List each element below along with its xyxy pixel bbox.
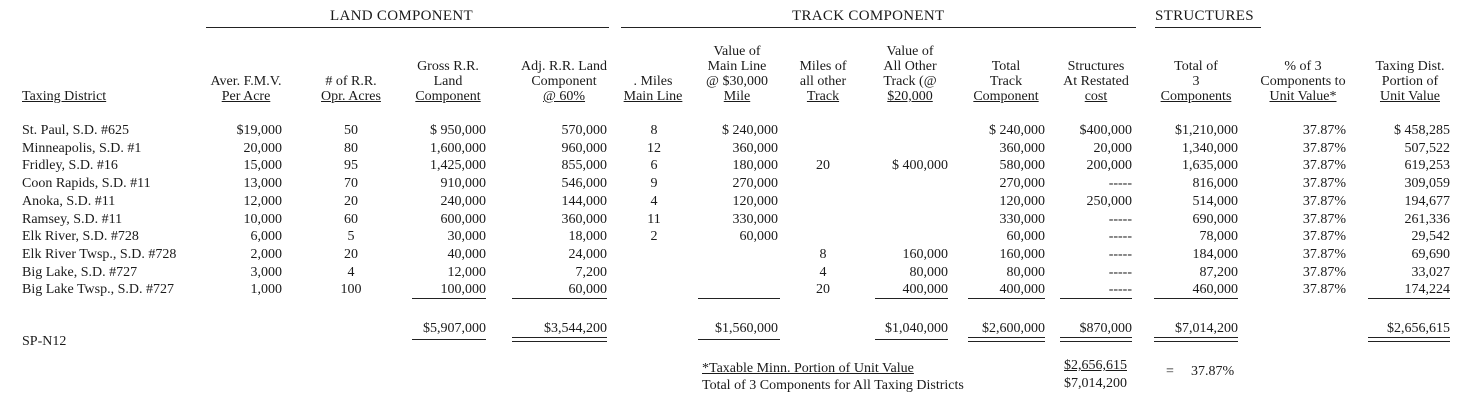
- cell-total: 80,000: [1006, 265, 1045, 280]
- cell-district: Big Lake Twsp., S.D. #727: [22, 282, 174, 297]
- cell-fmv: 20,000: [243, 141, 282, 156]
- cell-adj: 546,000: [561, 176, 607, 191]
- rule-below-vmain: [698, 339, 780, 340]
- header-portion-line-2: Portion of: [1381, 74, 1439, 89]
- header-vother-line-3: Track (@: [883, 74, 937, 89]
- cell-mother: 20: [816, 158, 830, 173]
- cell-struct: -----: [1108, 176, 1132, 191]
- header-vother-line-2: All Other: [883, 59, 937, 74]
- cell-vother: $ 400,000: [892, 158, 948, 173]
- cell-total: 400,000: [999, 282, 1045, 297]
- cell-vmain: 180,000: [732, 158, 778, 173]
- double-rule-struct: [1060, 337, 1132, 342]
- footnote-line-2: Total of 3 Components for All Taxing Districts: [702, 378, 964, 393]
- header-struct-line-3: cost: [1084, 89, 1108, 104]
- cell-miles: 12: [647, 141, 661, 156]
- cell-fmv: 2,000: [250, 247, 282, 262]
- total-struct: $870,000: [1079, 321, 1132, 336]
- cell-total: 330,000: [999, 212, 1045, 227]
- cell-fmv: 6,000: [250, 229, 282, 244]
- cell-tot3: 514,000: [1192, 194, 1238, 209]
- cell-tot3: $1,210,000: [1175, 123, 1238, 138]
- rule-above-total-tot3: [1154, 298, 1238, 299]
- cell-fmv: 15,000: [243, 158, 282, 173]
- cell-pct: 37.87%: [1302, 194, 1346, 209]
- cell-vmain: 60,000: [739, 229, 778, 244]
- header-adj-line-3: @ 60%: [542, 89, 586, 104]
- double-rule-total: [968, 337, 1045, 342]
- header-mother-line-2: all other: [799, 74, 847, 89]
- cell-acres: 60: [344, 212, 358, 227]
- cell-adj: 60,000: [568, 282, 607, 297]
- cell-struct: 250,000: [1086, 194, 1132, 209]
- cell-pct: 37.87%: [1302, 229, 1346, 244]
- total-portion: $2,656,615: [1387, 321, 1450, 336]
- header-vmain-line-3: @ $30,000: [706, 74, 768, 89]
- cell-acres: 80: [344, 141, 358, 156]
- cell-portion: 507,522: [1404, 141, 1450, 156]
- cell-portion: 194,677: [1404, 194, 1450, 209]
- header-mother-line-3: Track: [806, 89, 840, 104]
- cell-total: 60,000: [1006, 229, 1045, 244]
- cell-struct: -----: [1108, 212, 1132, 227]
- footnote-result: 37.87%: [1191, 364, 1235, 379]
- footnote-denominator: $7,014,200: [1064, 376, 1127, 391]
- cell-acres: 20: [344, 247, 358, 262]
- document-code: SP-N12: [22, 334, 67, 349]
- double-rule-tot3: [1154, 337, 1238, 342]
- header-acres-line-2: Opr. Acres: [321, 89, 381, 104]
- cell-vmain: 330,000: [732, 212, 778, 227]
- cell-district: Elk River, S.D. #728: [22, 229, 139, 244]
- cell-pct: 37.87%: [1302, 265, 1346, 280]
- cell-struct: -----: [1108, 229, 1132, 244]
- track-component-title: TRACK COMPONENT: [792, 8, 945, 24]
- cell-adj: 855,000: [561, 158, 607, 173]
- header-adj-line-1: Adj. R.R. Land: [521, 59, 607, 74]
- cell-total: 360,000: [999, 141, 1045, 156]
- cell-tot3: 816,000: [1192, 176, 1238, 191]
- cell-pct: 37.87%: [1302, 141, 1346, 156]
- cell-pct: 37.87%: [1302, 247, 1346, 262]
- total-vmain: $1,560,000: [715, 321, 778, 336]
- cell-acres: 100: [340, 282, 362, 297]
- cell-gross: 40,000: [447, 247, 486, 262]
- cell-portion: 29,542: [1411, 229, 1450, 244]
- cell-struct: $400,000: [1079, 123, 1132, 138]
- cell-portion: 33,027: [1411, 265, 1450, 280]
- header-district-line-1: Taxing District: [22, 89, 107, 104]
- header-total-line-3: Component: [973, 89, 1039, 104]
- rule-above-total-total: [968, 298, 1045, 299]
- header-pct-line-3: Unit Value*: [1269, 89, 1337, 104]
- cell-struct: -----: [1108, 247, 1132, 262]
- rule-above-total-portion: [1368, 298, 1450, 299]
- rule-above-total-gross: [412, 298, 486, 299]
- cell-vother: 400,000: [902, 282, 948, 297]
- header-adj-line-2: Component: [531, 74, 597, 89]
- cell-gross: 910,000: [440, 176, 486, 191]
- cell-pct: 37.87%: [1302, 282, 1346, 297]
- cell-tot3: 1,635,000: [1182, 158, 1238, 173]
- cell-adj: 960,000: [561, 141, 607, 156]
- header-gross-line-3: Component: [415, 89, 481, 104]
- cell-struct: -----: [1108, 265, 1132, 280]
- header-tot3-line-3: Components: [1160, 89, 1232, 104]
- cell-pct: 37.87%: [1302, 158, 1346, 173]
- cell-vother: 80,000: [909, 265, 948, 280]
- cell-vmain: 270,000: [732, 176, 778, 191]
- header-struct-line-2: At Restated: [1063, 74, 1129, 89]
- cell-district: Fridley, S.D. #16: [22, 158, 118, 173]
- cell-vmain: 120,000: [732, 194, 778, 209]
- structures-section-rule: [1155, 27, 1261, 28]
- cell-total: 160,000: [999, 247, 1045, 262]
- header-miles-line-2: Main Line: [623, 89, 683, 104]
- double-rule-adj: [512, 337, 607, 342]
- cell-fmv: 12,000: [243, 194, 282, 209]
- cell-district: Ramsey, S.D. #11: [22, 212, 123, 227]
- cell-acres: 95: [344, 158, 358, 173]
- header-gross-line-1: Gross R.R.: [417, 59, 479, 74]
- cell-struct: 20,000: [1093, 141, 1132, 156]
- header-tot3-line-1: Total of: [1174, 59, 1218, 74]
- cell-vother: 160,000: [902, 247, 948, 262]
- total-vother: $1,040,000: [885, 321, 948, 336]
- cell-district: Minneapolis, S.D. #1: [22, 141, 142, 156]
- cell-gross: 30,000: [447, 229, 486, 244]
- header-tot3-line-2: 3: [1192, 74, 1200, 89]
- cell-total: 580,000: [999, 158, 1045, 173]
- cell-struct: 200,000: [1086, 158, 1132, 173]
- cell-pct: 37.87%: [1302, 212, 1346, 227]
- cell-pct: 37.87%: [1302, 123, 1346, 138]
- rule-above-total-adj: [512, 298, 607, 299]
- cell-fmv: 13,000: [243, 176, 282, 191]
- cell-adj: 144,000: [561, 194, 607, 209]
- header-vmain-line-2: Main Line: [707, 59, 767, 74]
- rule-below-gross: [412, 339, 486, 340]
- cell-portion: 174,224: [1404, 282, 1450, 297]
- cell-gross: 240,000: [440, 194, 486, 209]
- cell-portion: $ 458,285: [1394, 123, 1450, 138]
- cell-acres: 5: [347, 229, 355, 244]
- cell-pct: 37.87%: [1302, 176, 1346, 191]
- cell-adj: 7,200: [575, 265, 607, 280]
- footnote-equals: =: [1166, 364, 1174, 379]
- cell-mother: 4: [819, 265, 827, 280]
- cell-miles: 9: [650, 176, 658, 191]
- header-vother-line-4: $20,000: [887, 89, 933, 104]
- header-fmv-line-1: Aver. F.M.V.: [210, 74, 282, 89]
- cell-adj: 18,000: [568, 229, 607, 244]
- header-portion-line-3: Unit Value: [1379, 89, 1440, 104]
- cell-tot3: 690,000: [1192, 212, 1238, 227]
- cell-acres: 20: [344, 194, 358, 209]
- cell-fmv: 10,000: [243, 212, 282, 227]
- cell-acres: 70: [344, 176, 358, 191]
- land-component-title: LAND COMPONENT: [330, 8, 473, 24]
- cell-vmain: $ 240,000: [722, 123, 778, 138]
- cell-portion: 261,336: [1404, 212, 1450, 227]
- header-vother-line-1: Value of: [886, 44, 934, 59]
- cell-total: 120,000: [999, 194, 1045, 209]
- cell-district: Coon Rapids, S.D. #11: [22, 176, 151, 191]
- cell-gross: 1,425,000: [430, 158, 486, 173]
- cell-miles: 2: [650, 229, 658, 244]
- structures-title: STRUCTURES: [1155, 8, 1254, 24]
- cell-miles: 6: [650, 158, 658, 173]
- double-rule-portion: [1368, 337, 1450, 342]
- cell-tot3: 460,000: [1192, 282, 1238, 297]
- header-mother-line-1: Miles of: [799, 59, 847, 74]
- header-miles-line-1: . Miles: [633, 74, 673, 89]
- cell-gross: 100,000: [440, 282, 486, 297]
- cell-struct: -----: [1108, 282, 1132, 297]
- header-total-line-2: Track: [989, 74, 1023, 89]
- cell-adj: 360,000: [561, 212, 607, 227]
- cell-tot3: 1,340,000: [1182, 141, 1238, 156]
- header-pct-line-1: % of 3: [1284, 59, 1322, 74]
- cell-tot3: 87,200: [1199, 265, 1238, 280]
- total-tot3: $7,014,200: [1175, 321, 1238, 336]
- cell-mother: 8: [819, 247, 827, 262]
- header-portion-line-1: Taxing Dist.: [1375, 59, 1445, 74]
- cell-gross: 12,000: [447, 265, 486, 280]
- rule-above-total-vmain: [698, 298, 780, 299]
- cell-district: Anoka, S.D. #11: [22, 194, 116, 209]
- cell-acres: 50: [344, 123, 358, 138]
- cell-tot3: 184,000: [1192, 247, 1238, 262]
- cell-tot3: 78,000: [1199, 229, 1238, 244]
- footnote-line-1: *Taxable Minn. Portion of Unit Value: [702, 361, 914, 376]
- cell-gross: 1,600,000: [430, 141, 486, 156]
- header-vmain-line-4: Mile: [723, 89, 751, 104]
- header-acres-line-1: # of R.R.: [325, 74, 377, 89]
- cell-gross: $ 950,000: [430, 123, 486, 138]
- cell-fmv: 3,000: [250, 265, 282, 280]
- cell-total: 270,000: [999, 176, 1045, 191]
- cell-adj: 24,000: [568, 247, 607, 262]
- header-gross-line-2: Land: [433, 74, 463, 89]
- header-vmain-line-1: Value of: [713, 44, 761, 59]
- cell-miles: 11: [647, 212, 661, 227]
- total-adj: $3,544,200: [544, 321, 607, 336]
- cell-district: Big Lake, S.D. #727: [22, 265, 138, 280]
- track-section-rule: [621, 27, 1136, 28]
- cell-fmv: 1,000: [250, 282, 282, 297]
- cell-portion: 619,253: [1404, 158, 1450, 173]
- header-pct-line-2: Components to: [1260, 74, 1346, 89]
- rule-above-total-struct: [1060, 298, 1132, 299]
- rule-above-total-vother: [875, 298, 948, 299]
- cell-district: Elk River Twsp., S.D. #728: [22, 247, 177, 262]
- cell-miles: 8: [650, 123, 658, 138]
- footnote-numerator: $2,656,615: [1064, 358, 1127, 373]
- total-gross: $5,907,000: [423, 321, 486, 336]
- cell-portion: 69,690: [1411, 247, 1450, 262]
- rule-below-vother: [875, 339, 948, 340]
- cell-mother: 20: [816, 282, 830, 297]
- cell-gross: 600,000: [440, 212, 486, 227]
- total-total: $2,600,000: [982, 321, 1045, 336]
- cell-vmain: 360,000: [732, 141, 778, 156]
- header-fmv-line-2: Per Acre: [221, 89, 271, 104]
- header-struct-line-1: Structures: [1067, 59, 1125, 74]
- cell-adj: 570,000: [561, 123, 607, 138]
- cell-acres: 4: [347, 265, 355, 280]
- land-section-rule: [206, 27, 609, 28]
- cell-district: St. Paul, S.D. #625: [22, 123, 129, 138]
- cell-total: $ 240,000: [989, 123, 1045, 138]
- cell-miles: 4: [650, 194, 658, 209]
- cell-fmv: $19,000: [236, 123, 282, 138]
- header-total-line-1: Total: [991, 59, 1021, 74]
- cell-portion: 309,059: [1404, 176, 1450, 191]
